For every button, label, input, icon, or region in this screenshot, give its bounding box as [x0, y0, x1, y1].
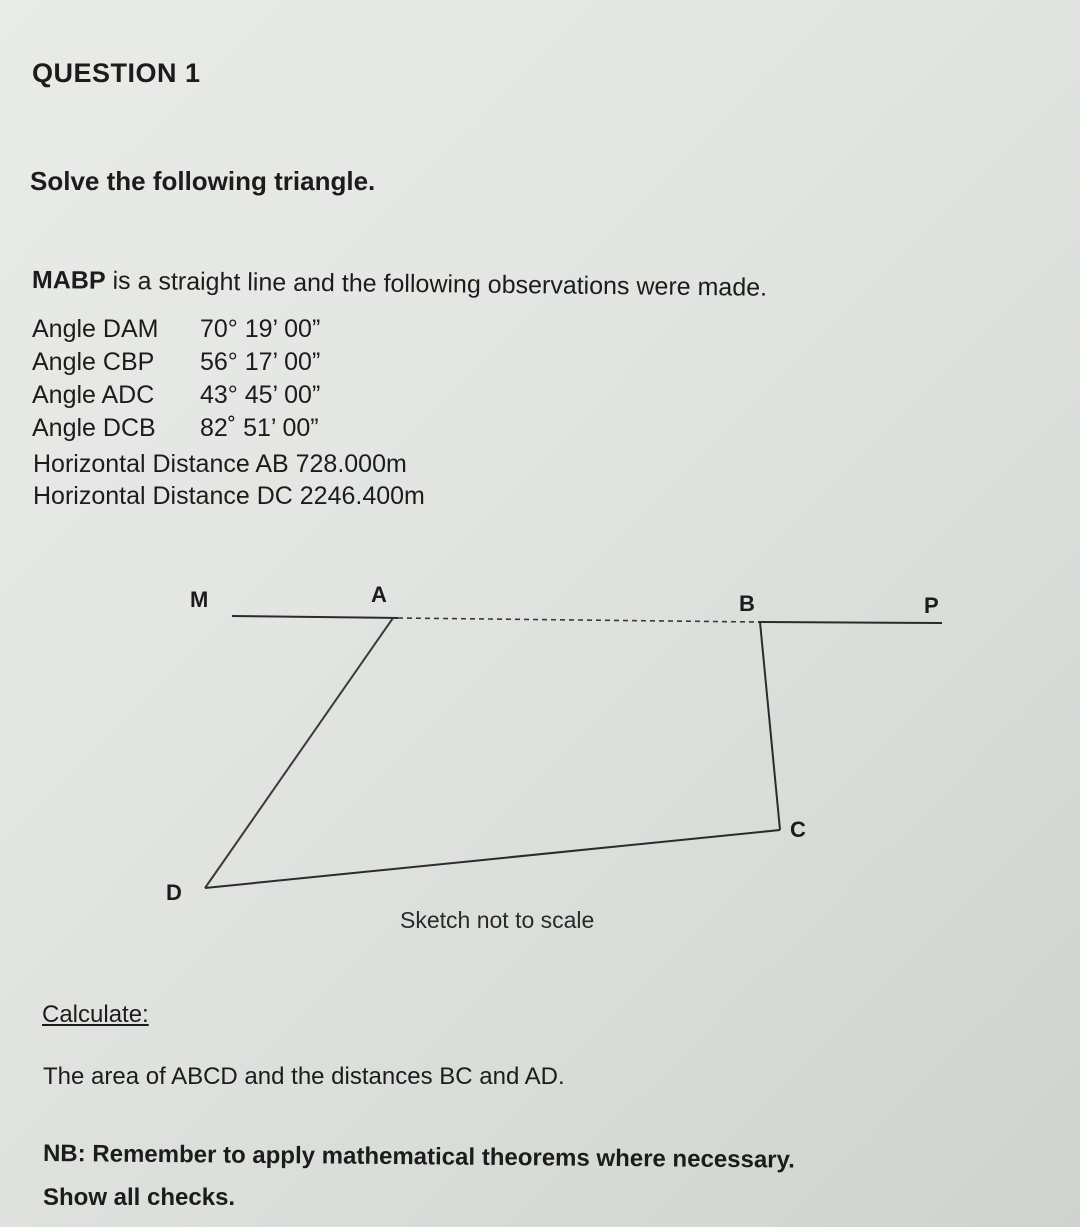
intro-line-name: MABP — [31, 266, 106, 295]
side-dc — [205, 830, 780, 888]
label-p: P — [924, 593, 939, 618]
observation-name: Angle DAM — [32, 315, 159, 343]
observations-table — [32, 313, 320, 445]
observation-value: 70° 19’ 00” — [200, 315, 321, 343]
nb-note: NB: Remember to apply mathematical theorems where necessary. — [42, 1140, 795, 1174]
intro-rest: is a straight line and the following observations were made. — [105, 266, 768, 302]
observation-row — [32, 412, 320, 445]
observation-name: Angle ADC — [32, 381, 155, 409]
label-c: C — [790, 817, 806, 842]
label-d: D — [166, 880, 182, 905]
sketch-note: Sketch not to scale — [400, 907, 595, 933]
observation-row — [32, 379, 320, 412]
line-bp — [758, 622, 942, 623]
task-text: The area of ABCD and the distances BC and AD. — [43, 1063, 565, 1090]
label-a: A — [371, 582, 387, 607]
instruction-text: Solve the following triangle. — [30, 166, 376, 196]
observation-value: 82˚ 51’ 00” — [200, 414, 319, 442]
label-b: B — [739, 591, 755, 616]
question-title: QUESTION 1 — [32, 58, 201, 88]
line-ab-dashed — [398, 618, 758, 622]
line-ma — [232, 616, 398, 618]
observation-value: 43° 45’ 00” — [200, 381, 321, 409]
survey-sketch — [0, 560, 1080, 960]
side-ad — [205, 618, 393, 888]
side-cb — [760, 622, 780, 830]
label-m: M — [190, 587, 209, 612]
observation-name: Angle DCB — [32, 414, 156, 442]
distance-ab: Horizontal Distance AB 728.000m — [33, 450, 407, 478]
observation-value: 56° 17’ 00” — [200, 348, 321, 376]
distance-dc: Horizontal Distance DC 2246.400m — [33, 482, 425, 510]
checks-note: Show all checks. — [43, 1184, 236, 1211]
intro-text — [32, 266, 767, 303]
observation-name: Angle CBP — [32, 348, 155, 376]
observation-row — [32, 346, 320, 379]
calculate-heading: Calculate: — [42, 1001, 149, 1028]
observation-row — [32, 313, 320, 346]
